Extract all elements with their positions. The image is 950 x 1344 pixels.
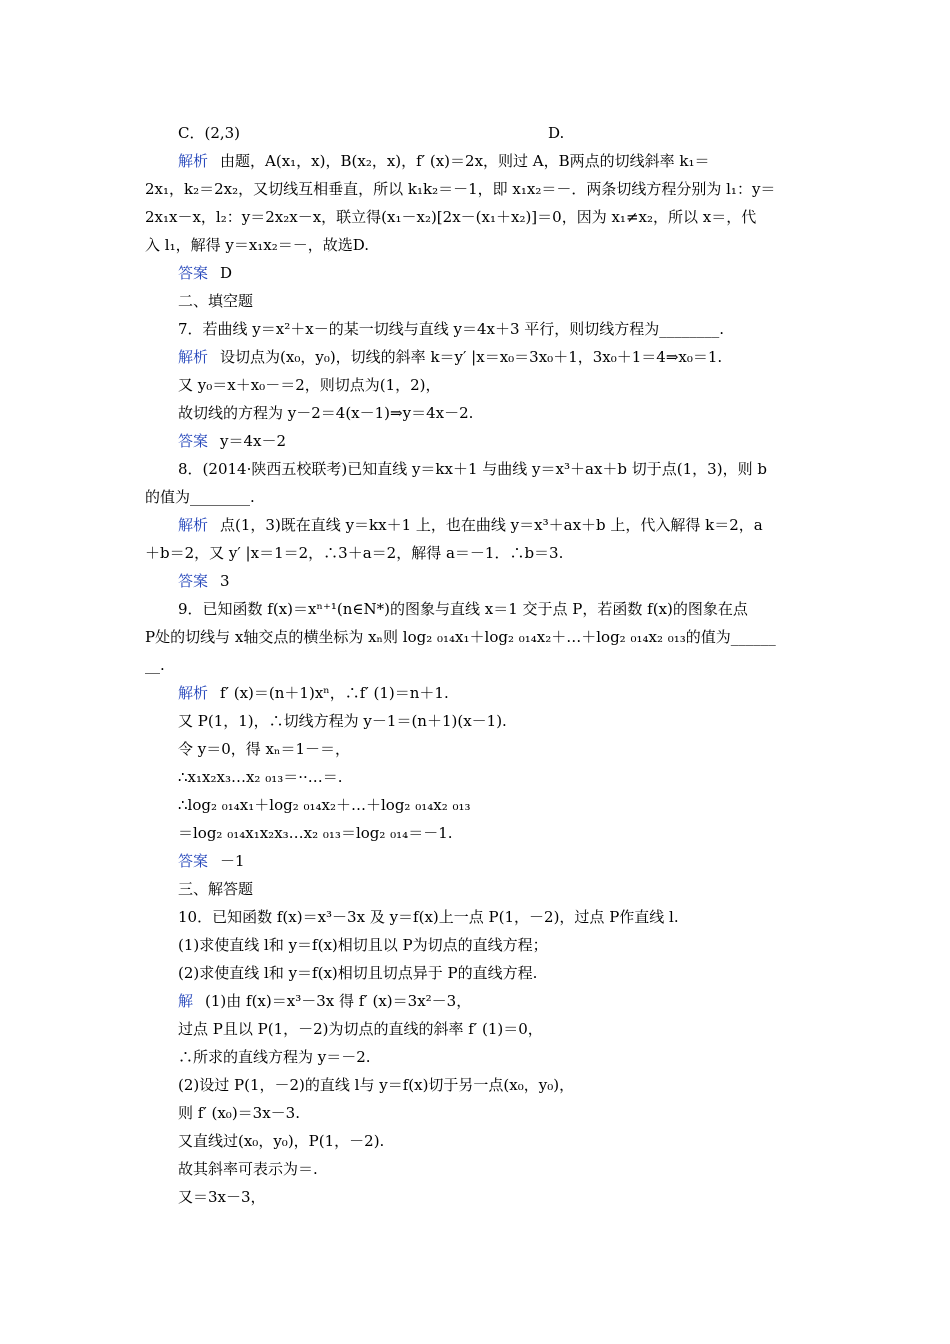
text-line (178, 822, 453, 844)
line-text: P处的切线与 x轴交点的横坐标为 xₙ则 log₂ ₀₁₄x₁＋log₂ ₀₁₄x₂＋…＋log₂ ₀₁₄x₂ ₀₁₃的值为______ (145, 628, 776, 646)
line-text: __. (145, 656, 165, 674)
section-label: 答案 (178, 852, 209, 870)
text-line (178, 374, 441, 396)
option-d: D. (548, 124, 565, 142)
line-text: 2x₁，k₂＝2x₂，又切线互相垂直，所以 k₁k₂＝－1，即 x₁x₂＝－．两条切线方程分别为 l₁：y＝ (145, 180, 776, 198)
line-text: 入 l₁，解得 y＝x₁x₂＝－，故选D. (145, 236, 370, 254)
line-text: 又 y₀＝x＋x₀－＝2，则切点为(1，2)， (178, 376, 441, 394)
line-text: C．(2,3) (178, 124, 241, 142)
section-label: 解析 (178, 684, 209, 702)
text-line (178, 318, 724, 340)
line-text: ∴x₁x₂x₃…x₂ ₀₁₃＝··…＝. (178, 768, 343, 786)
line-text: 3 (220, 572, 230, 590)
text-line (178, 1130, 384, 1152)
text-line (178, 346, 722, 368)
text-line (145, 654, 165, 676)
section-label: 解析 (178, 348, 209, 366)
text-line (178, 962, 537, 984)
line-text: D (220, 264, 233, 282)
text-line (178, 290, 253, 312)
section-label: 解析 (178, 516, 209, 534)
section-label: 解析 (178, 152, 209, 170)
text-line (178, 710, 507, 732)
line-text: (2)求使直线 l和 y＝f(x)相切且切点异于 P的直线方程. (178, 964, 538, 982)
text-line (178, 878, 253, 900)
text-line (178, 1158, 318, 1180)
text-line (178, 906, 679, 928)
line-text: 故其斜率可表示为＝. (178, 1160, 318, 1178)
text-line (145, 542, 563, 564)
line-text: 三、解答题 (178, 880, 254, 898)
text-line (178, 1102, 300, 1124)
section-label: 答案 (178, 572, 209, 590)
line-text: ∴log₂ ₀₁₄x₁＋log₂ ₀₁₄x₂＋…＋log₂ ₀₁₄x₂ ₀₁₃ (178, 796, 471, 814)
text-line (178, 990, 471, 1012)
line-text: 又直线过(x₀，y₀)，P(1，－2). (178, 1132, 385, 1150)
text-line (178, 262, 232, 284)
line-text: －1 (220, 852, 245, 870)
text-line (178, 766, 343, 788)
line-text: 7．若曲线 y＝x²＋x－的某一切线与直线 y＝4x＋3 平行，则切线方程为________. (178, 320, 725, 338)
text-line (178, 122, 240, 144)
line-text: 二、填空题 (178, 292, 254, 310)
text-line (178, 738, 350, 760)
line-text: 则 f′ (x₀)＝3x－3. (178, 1104, 300, 1122)
text-line (178, 682, 449, 704)
line-text: f′ (x)＝(n＋1)xⁿ，∴f′ (1)＝n＋1. (220, 684, 449, 702)
line-text: 设切点为(x₀，y₀)，切线的斜率 k＝y′ |x＝x₀＝3x₀＋1，3x₀＋1＝4⇒x₀＝1. (220, 348, 723, 366)
line-text: ＋b＝2，又 y′ |x＝1＝2，∴3＋a＝2，解得 a＝－1．∴b＝3. (145, 544, 564, 562)
text-line (178, 598, 748, 620)
text-line (178, 1074, 574, 1096)
line-text: 2x₁x－x，l₂：y＝2x₂x－x，联立得(x₁－x₂)[2x－(x₁＋x₂)]＝0，因为 x₁≠x₂，所以 x＝，代 (145, 208, 757, 226)
line-text: 8．(2014·陕西五校联考)已知直线 y＝kx＋1 与曲线 y＝x³＋ax＋b 切于点(1，3)，则 b (178, 460, 767, 478)
text-line (145, 234, 369, 256)
section-label: 答案 (178, 264, 209, 282)
text-line (178, 458, 767, 480)
line-text: 过点 P且以 P(1，－2)为切点的直线的斜率 f′ (1)＝0， (178, 1020, 543, 1038)
text-line (178, 1018, 543, 1040)
text-line (178, 850, 245, 872)
line-text: ∴所求的直线方程为 y＝－2. (178, 1048, 371, 1066)
text-line (145, 206, 756, 228)
text-line (178, 514, 763, 536)
line-text: 9．已知函数 f(x)＝xⁿ⁺¹(n∈N*)的图象与直线 x＝1 交于点 P，若函数 f(x)的图象在点 (178, 600, 748, 618)
line-text: 点(1，3)既在直线 y＝kx＋1 上，也在曲线 y＝x³＋ax＋b 上，代入解得 k＝2，a (220, 516, 763, 534)
line-text: 令 y＝0，得 xₙ＝1－＝， (178, 740, 351, 758)
line-text: ＝log₂ ₀₁₄x₁x₂x₃…x₂ ₀₁₃＝log₂ ₀₁₄＝－1. (178, 824, 453, 842)
line-text: 10．已知函数 f(x)＝x³－3x 及 y＝f(x)上一点 P(1，－2)，过点 P作直线 l. (178, 908, 679, 926)
text-line (178, 1046, 371, 1068)
line-text: 由题，A(x₁，x)，B(x₂，x)，f′ (x)＝2x，则过 A，B两点的切线斜率 k₁＝ (220, 152, 710, 170)
line-text: (2)设过 P(1，－2)的直线 l与 y＝f(x)切于另一点(x₀，y₀)， (178, 1076, 575, 1094)
line-text: 故切线的方程为 y－2＝4(x－1)⇒y＝4x－2. (178, 404, 474, 422)
text-line (178, 430, 286, 452)
text-line (178, 150, 710, 172)
line-text: (1)由 f(x)＝x³－3x 得 f′ (x)＝3x²－3， (205, 992, 472, 1010)
text-line (178, 934, 548, 956)
section-label: 答案 (178, 432, 209, 450)
line-text: (1)求使直线 l和 y＝f(x)相切且以 P为切点的直线方程； (178, 936, 548, 954)
line-text: y＝4x－2 (220, 432, 287, 450)
text-line (145, 626, 776, 648)
text-line (145, 486, 255, 508)
text-line (178, 1186, 266, 1208)
section-label: 解 (178, 992, 194, 1010)
text-line (178, 570, 230, 592)
line-text: 又 P(1，1)，∴切线方程为 y－1＝(n＋1)(x－1). (178, 712, 507, 730)
text-line (178, 794, 471, 816)
text-line (145, 178, 775, 200)
line-text: 的值为________. (145, 488, 255, 506)
line-text: 又＝3x－3， (178, 1188, 266, 1206)
text-line (178, 402, 473, 424)
